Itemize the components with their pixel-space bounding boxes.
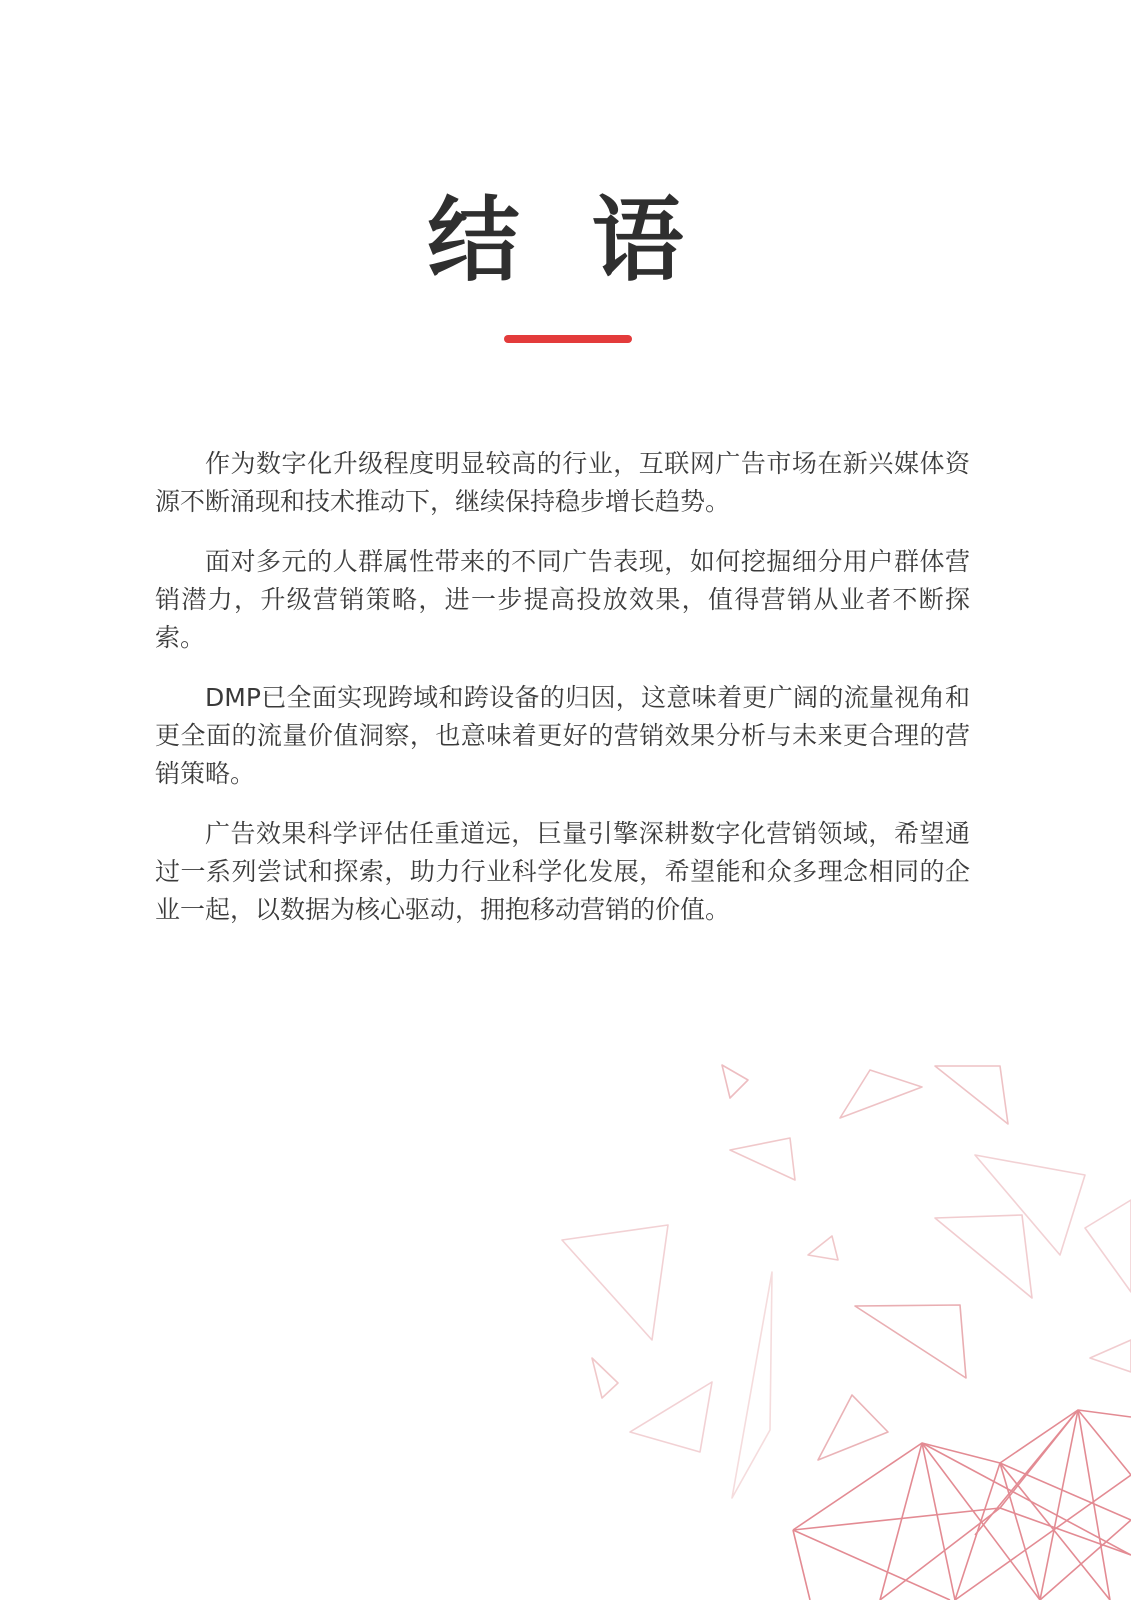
paragraph-4: 广告效果科学评估任重道远，巨量引擎深耕数字化营销领域，希望通过一系列尝试和探索，助力行业科学化发展，希望能和众多理念相同的企业一起，以数据为核心驱动，拥抱移动营销的价值。 <box>155 819 970 924</box>
deco-triangle <box>975 1155 1085 1255</box>
deco-triangle <box>562 1225 668 1340</box>
deco-mesh <box>793 1410 1131 1600</box>
deco-triangle <box>592 1358 618 1398</box>
deco-triangle <box>630 1382 712 1452</box>
deco-triangle <box>808 1236 838 1260</box>
page-title: 结 语 <box>427 187 704 294</box>
deco-triangle <box>840 1070 922 1118</box>
deco-triangle <box>732 1272 772 1498</box>
deco-triangle <box>855 1305 966 1378</box>
deco-triangle <box>935 1215 1032 1298</box>
paragraph-2: 面对多元的人群属性带来的不同广告表现，如何挖掘细分用户群体营销潜力，升级营销策略，进一步提高投放效果，值得营销从业者不断探索。 <box>155 547 970 652</box>
paragraph-3: DMP已全面实现跨域和跨设备的归因，这意味着更广阔的流量视角和更全面的流量价值洞察，也意味着更好的营销效果分析与未来更合理的营销策略。 <box>155 683 970 788</box>
deco-triangle <box>1085 1200 1131 1292</box>
deco-triangle <box>818 1395 888 1460</box>
deco-triangle <box>722 1065 748 1098</box>
paragraph-1: 作为数字化升级程度明显较高的行业，互联网广告市场在新兴媒体资源不断涌现和技术推动下，继续保持稳步增长趋势。 <box>155 449 970 516</box>
deco-triangle <box>730 1138 795 1180</box>
deco-triangle <box>935 1066 1008 1124</box>
deco-triangle <box>1090 1340 1131 1372</box>
